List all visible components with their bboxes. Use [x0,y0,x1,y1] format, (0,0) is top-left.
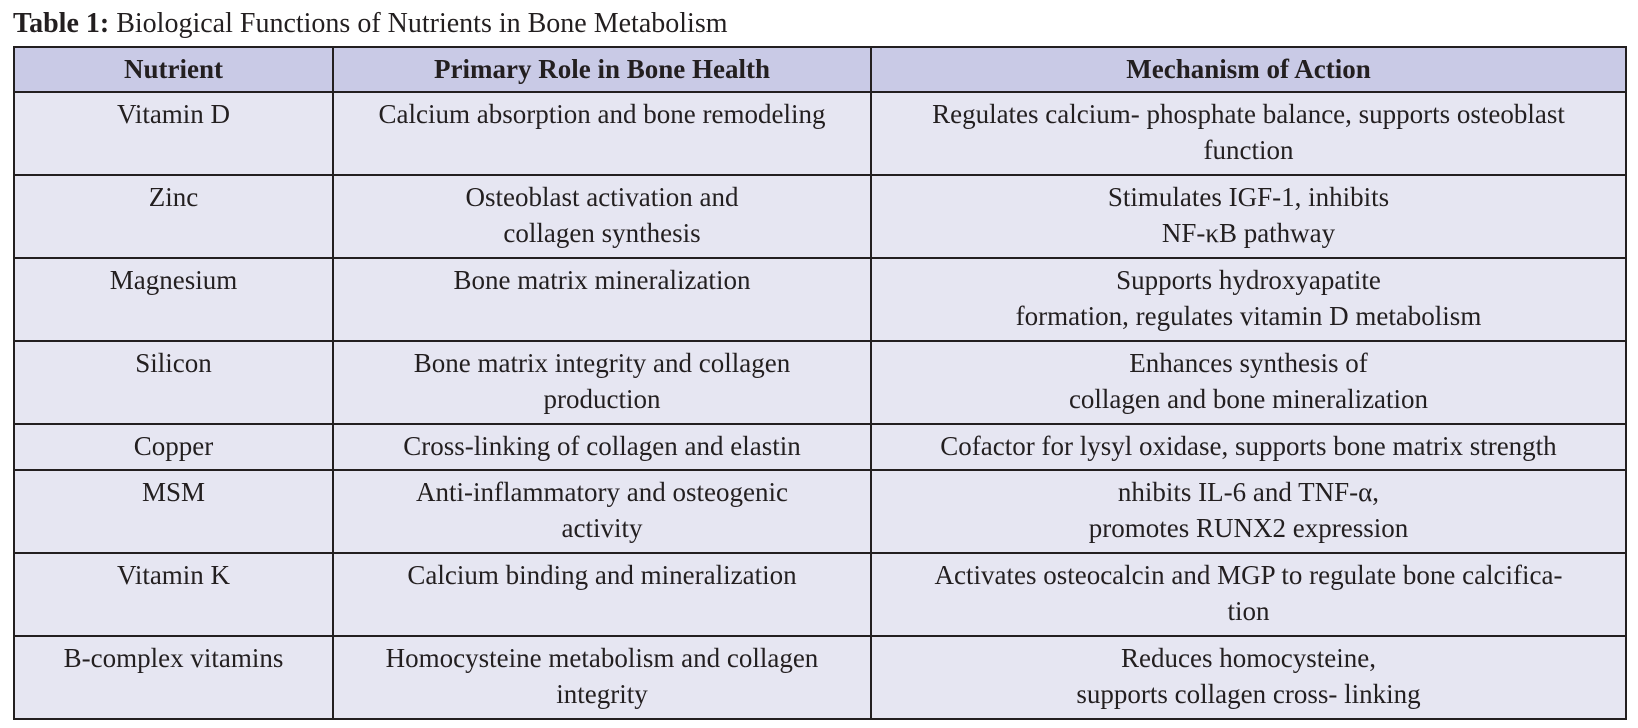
cell-text: Vitamin K [116,560,231,590]
cell-role [333,424,871,470]
table-caption-label: Table 1: [13,8,110,39]
cell-text: supports collagen cross- linking [1076,679,1421,709]
cell-text: Homocysteine metabolism and collagen [385,643,819,673]
cell-text: Supports hydroxyapatite [1116,265,1381,295]
table-row [14,92,1626,175]
cell-role [333,553,871,636]
table-row [14,424,1626,470]
cell-mechanism [871,92,1626,175]
cell-mechanism [871,341,1626,424]
cell-text: Vitamin D [116,99,231,129]
cell-mechanism [871,470,1626,553]
cell-text: Activates osteocalcin and MGP to regulate bone calcifica- [934,560,1563,590]
cell-text: production [543,384,661,414]
cell-role [333,175,871,258]
table-row [14,258,1626,341]
cell-text: B-complex vitamins [63,643,284,673]
cell-text: Enhances synthesis of [1129,348,1368,378]
cell-nutrient [14,553,333,636]
cell-role [333,341,871,424]
cell-text: Cross-linking of collagen and elastin [403,431,801,461]
cell-mechanism [871,553,1626,636]
cell-nutrient [14,636,333,719]
cell-text: Zinc [148,182,199,212]
cell-role [333,258,871,341]
cell-nutrient [14,470,333,553]
cell-nutrient [14,92,333,175]
cell-mechanism [871,424,1626,470]
cell-text: formation, regulates vitamin D metabolism [1015,301,1482,331]
table-caption-text: Biological Functions of Nutrients in Bone Metabolism [116,8,728,39]
table-row [14,636,1626,719]
cell-text: integrity [556,679,648,709]
cell-text: Osteoblast activation and [465,182,739,212]
cell-text: Cofactor for lysyl oxidase, supports bone matrix strength [940,431,1557,461]
cell-nutrient [14,424,333,470]
cell-role [333,636,871,719]
table-row [14,175,1626,258]
cell-text: function [1203,135,1294,165]
cell-mechanism [871,636,1626,719]
header-primary-role: Primary Role in Bone Health [333,47,871,92]
cell-text: Copper [133,431,214,461]
header-mechanism: Mechanism of Action [871,47,1626,92]
cell-text: Magnesium [109,265,238,295]
cell-nutrient [14,258,333,341]
cell-role [333,92,871,175]
cell-text: Calcium absorption and bone remodeling [378,99,826,129]
table-row [14,553,1626,636]
cell-text: Regulates calcium- phosphate balance, supports osteoblast [932,99,1565,129]
cell-nutrient [14,175,333,258]
cell-text: Bone matrix mineralization [453,265,751,295]
table-caption [13,6,728,42]
cell-text: Silicon [135,348,212,378]
cell-text: Anti-inflammatory and osteogenic [416,477,788,507]
cell-text: Calcium binding and mineralization [407,560,797,590]
cell-text: NF-κB pathway [1161,218,1336,248]
cell-text: Reduces homocysteine, [1121,643,1376,673]
cell-text: collagen synthesis [503,218,701,248]
cell-nutrient [14,341,333,424]
cell-text: activity [561,513,643,543]
cell-text: nhibits IL-6 and TNF-α, [1117,477,1380,507]
table-row [14,341,1626,424]
cell-text: promotes RUNX2 expression [1088,513,1409,543]
cell-text: MSM [141,477,206,507]
cell-mechanism [871,258,1626,341]
cell-text: collagen and bone mineralization [1068,384,1429,414]
nutrients-table [13,46,1627,720]
cell-role [333,470,871,553]
table-header-row [14,47,1626,92]
header-nutrient: Nutrient [14,47,333,92]
cell-text: tion [1227,596,1270,626]
cell-mechanism [871,175,1626,258]
cell-text: Bone matrix integrity and collagen [413,348,791,378]
table-row [14,470,1626,553]
cell-text: Stimulates IGF-1, inhibits [1107,182,1390,212]
